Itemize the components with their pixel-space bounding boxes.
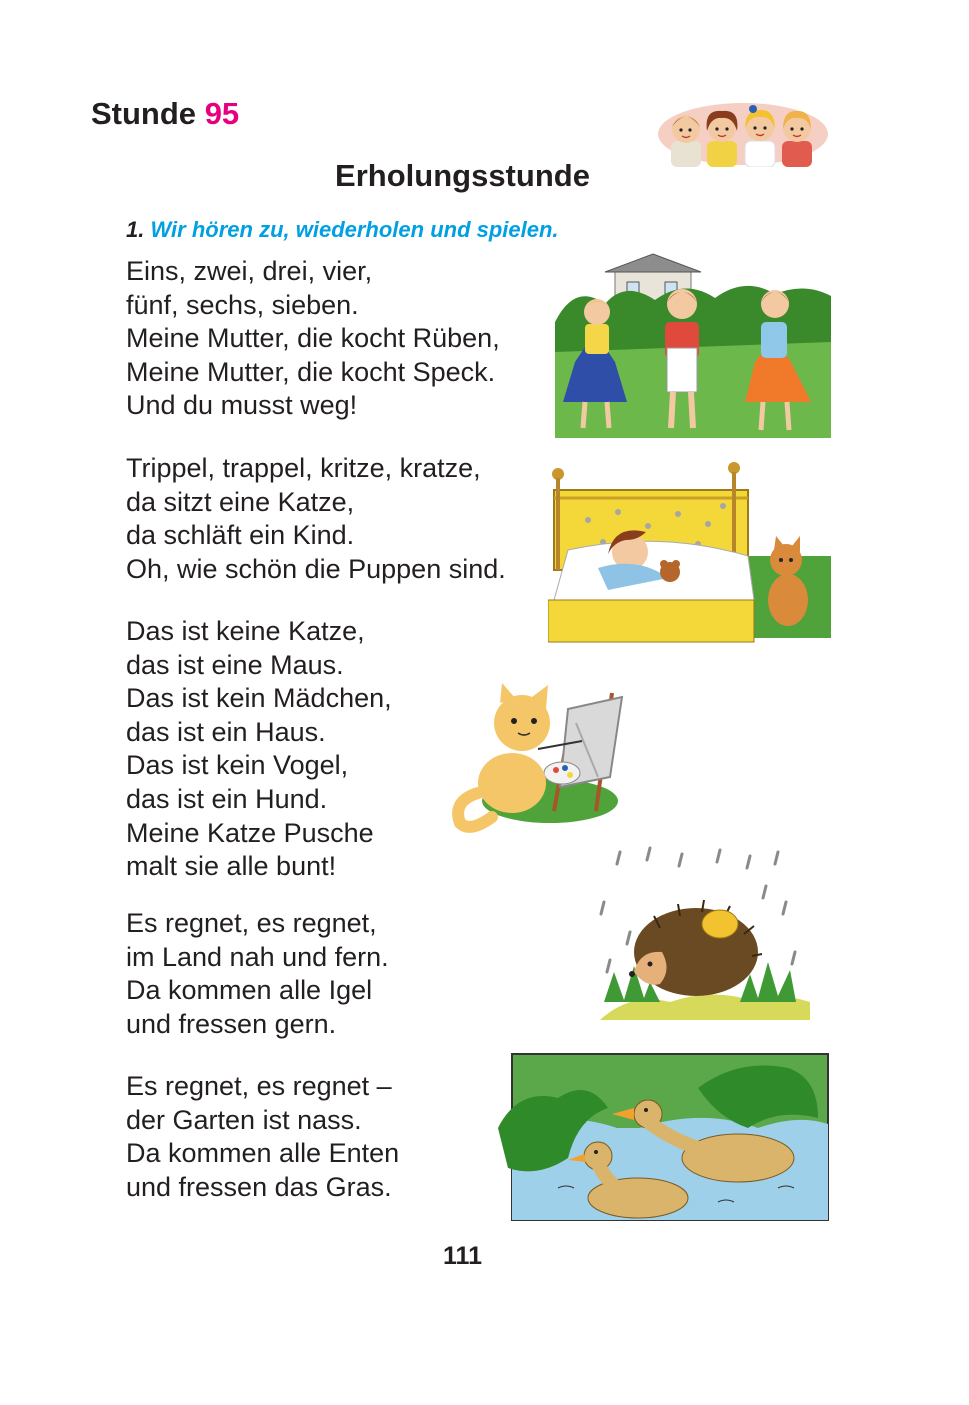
sleeping-child-illustration bbox=[548, 460, 831, 645]
stanza-line: das ist ein Haus. bbox=[126, 716, 326, 747]
stanza-line: und fressen das Gras. bbox=[126, 1171, 392, 1202]
lesson-label: Stunde bbox=[91, 96, 197, 131]
task-text: Wir hören zu, wiederholen und spielen. bbox=[150, 217, 559, 242]
stanza-line: das ist eine Maus. bbox=[126, 649, 344, 680]
task-number: 1. bbox=[126, 217, 145, 242]
task-instruction bbox=[126, 217, 559, 243]
lesson-number: 95 bbox=[204, 96, 240, 131]
stanza-line: Es regnet, es regnet, bbox=[126, 908, 377, 938]
stanza-3 bbox=[126, 615, 392, 884]
children-playing-illustration bbox=[555, 252, 831, 438]
stanza-line: Es regnet, es regnet – bbox=[126, 1071, 392, 1101]
stanza-2 bbox=[126, 452, 506, 586]
stanza-line: fünf, sechs, sieben. bbox=[126, 289, 359, 320]
stanza-line: und fressen gern. bbox=[126, 1008, 337, 1039]
stanza-line: Meine Mutter, die kocht Rüben, bbox=[126, 323, 500, 354]
stanza-line: Das ist kein Mädchen, bbox=[126, 683, 392, 714]
stanza-1 bbox=[126, 255, 500, 423]
stanza-line: Da kommen alle Igel bbox=[126, 975, 373, 1006]
painting-cat-illustration bbox=[452, 683, 632, 843]
stanza-line: im Land nah und fern. bbox=[126, 941, 389, 972]
stanza-line: Meine Katze Pusche bbox=[126, 817, 374, 848]
stanza-line: Meine Mutter, die kocht Speck. bbox=[126, 356, 496, 387]
stanza-line: Das ist keine Katze, bbox=[126, 616, 365, 646]
stanza-line: da schläft ein Kind. bbox=[126, 520, 355, 551]
stanza-4 bbox=[126, 907, 389, 1041]
stanza-line: das ist ein Hund. bbox=[126, 783, 328, 814]
stanza-line: Trippel, trappel, kritze, kratze, bbox=[126, 453, 481, 483]
stanza-line: Eins, zwei, drei, vier, bbox=[126, 256, 373, 286]
lesson-heading bbox=[91, 96, 239, 132]
page-number: 111 bbox=[443, 1242, 482, 1270]
stanza-line: malt sie alle bunt! bbox=[126, 851, 337, 882]
hedgehog-rain-illustration bbox=[590, 842, 810, 1020]
stanza-5 bbox=[126, 1070, 399, 1204]
page-title: Erholungsstunde bbox=[335, 158, 590, 193]
ducks-pond-illustration bbox=[498, 1048, 830, 1224]
stanza-line: Da kommen alle Enten bbox=[126, 1138, 400, 1169]
stanza-line: Und du musst weg! bbox=[126, 390, 358, 421]
stanza-line: der Garten ist nass. bbox=[126, 1104, 362, 1135]
stanza-line: Das ist kein Vogel, bbox=[126, 750, 349, 781]
stanza-line: Oh, wie schön die Puppen sind. bbox=[126, 553, 506, 584]
stanza-line: da sitzt eine Katze, bbox=[126, 486, 355, 517]
